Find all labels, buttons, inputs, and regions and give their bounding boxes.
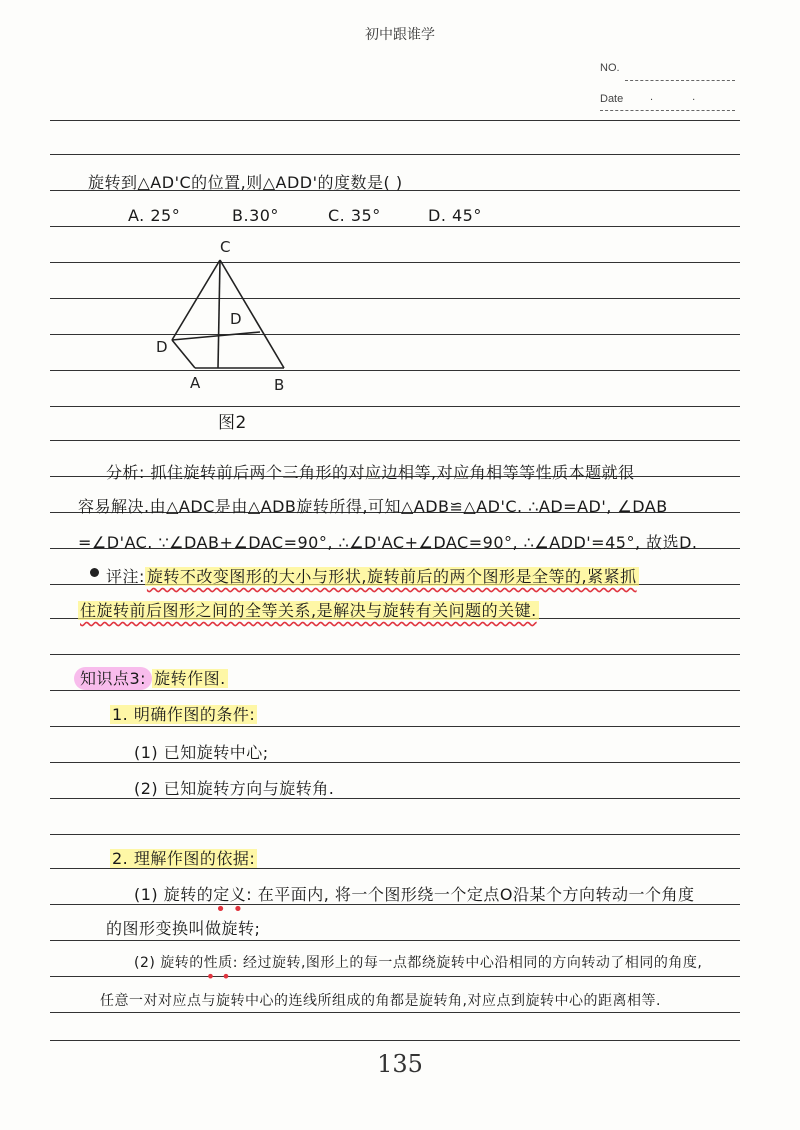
label-d-inner: D (230, 310, 242, 328)
option-b: B.30° (232, 206, 279, 225)
no-line (625, 80, 735, 81)
page-header-title: 初中跟谁学 (365, 27, 435, 43)
sub1-title: 1. 明确作图的条件: (112, 705, 256, 724)
def-word: 定义 (213, 885, 247, 904)
prop-word: 性质 (203, 955, 233, 971)
analysis-line-2: 容易解决.由△ADC是由△ADB旋转所得,可知△ADB≌△AD'C. ∴AD=AD', ∠DAB (78, 497, 668, 516)
analysis-line-1: 分析: 抓住旋转前后两个三角形的对应边相等,对应角相等等性质本题就很 (106, 463, 635, 482)
definition-line-1 (134, 882, 695, 920)
comment-text-1: 旋转不改变图形的大小与形状,旋转前后的两个图形是全等的,紧紧抓 (146, 567, 637, 586)
option-a: A. 25° (128, 206, 181, 225)
property-line-2: 任意一对对应点与旋转中心的连线所组成的角都是旋转角,对应点到旋转中心的距离相等. (100, 993, 661, 1009)
definition-line-2: 的图形变换叫做旋转; (106, 919, 261, 938)
figure-caption: 图2 (218, 413, 247, 433)
property-line-1 (134, 952, 703, 986)
sub1-wrap (110, 702, 257, 725)
prop-rest: : 经过旋转,图形上的每一点都绕旋转中心沿相同的方向转动了相同的角度, (232, 955, 703, 971)
emphasis-dots-2: • • (205, 967, 232, 986)
section-title-prefix: 知识点3: (74, 667, 152, 690)
comment-line-1 (106, 564, 639, 587)
date-dots: . . (650, 91, 714, 103)
sub2-wrap (110, 846, 257, 869)
emphasis-dots: • • (215, 899, 244, 920)
question-stem: 旋转到△AD'C的位置,则△ADD'的度数是( ) (88, 173, 403, 192)
section-heading (74, 666, 228, 689)
sub2-title: 2. 理解作图的依据: (112, 849, 256, 868)
def-rest: : 在平面内, 将一个图形绕一个定点O沿某个方向转动一个角度 (246, 885, 695, 904)
label-d-outer: D (156, 338, 168, 356)
bullet-dot (90, 568, 99, 577)
label-b: B (274, 376, 285, 394)
sub1-item-2: (2) 已知旋转方向与旋转角. (134, 779, 335, 798)
def-word-wrap (213, 885, 247, 920)
date-label: Date (600, 93, 624, 105)
page-number: 135 (377, 1050, 423, 1078)
comment-line-2-wrap (78, 598, 539, 621)
def-prefix: (1) 旋转的 (134, 885, 214, 904)
section-title: 旋转作图. (154, 669, 226, 688)
option-d: D. 45° (428, 206, 482, 225)
label-a: A (190, 374, 201, 392)
sub1-item-1: (1) 已知旋转中心; (134, 743, 269, 762)
option-c: C. 35° (328, 206, 381, 225)
rotation-figure (150, 232, 310, 397)
prop-word-wrap (203, 955, 233, 986)
date-line (600, 110, 735, 111)
comment-text-2: 住旋转前后图形之间的全等关系,是解决与旋转有关问题的关键. (80, 601, 537, 620)
prop-prefix: (2) 旋转的 (134, 955, 204, 971)
comment-label: 评注: (106, 567, 145, 586)
label-c: C (220, 238, 231, 256)
no-label: NO. (600, 62, 620, 74)
analysis-line-3: =∠D'AC. ∵∠DAB+∠DAC=90°, ∴∠D'AC+∠DAC=90°, ∴∠ADD'=45°, 故选D. (78, 533, 698, 552)
